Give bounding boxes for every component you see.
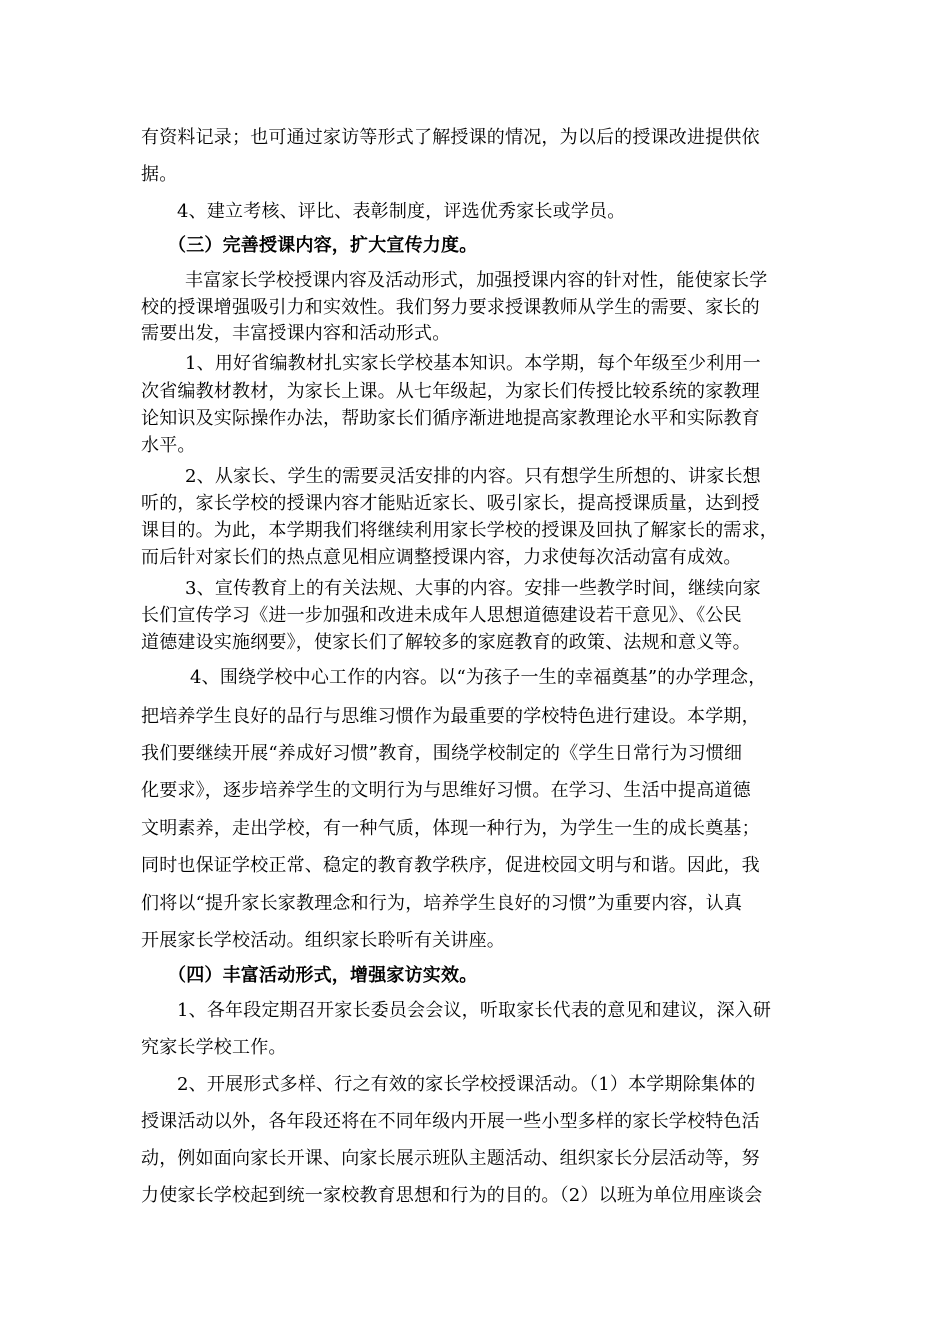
section-heading: （四）丰富活动形式，增强家访实效。 bbox=[168, 965, 478, 986]
text-line: 力使家长学校起到统一家校教育思想和行为的目的。（2）以班为单位用座谈会 bbox=[141, 1185, 763, 1206]
text-line: 开展家长学校活动。组织家长聆听有关讲座。 bbox=[141, 930, 505, 951]
text-line: 需要出发，丰富授课内容和活动形式。 bbox=[141, 323, 451, 344]
text-line: 道德建设实施纲要》，使家长们了解较多的家庭教育的政策、法规和意义等。 bbox=[141, 632, 751, 653]
text-line: 2、开展形式多样、行之有效的家长学校授课活动。（1）本学期除集体的 bbox=[177, 1074, 756, 1095]
text-line: 课目的。为此，本学期我们将继续利用家长学校的授课及回执了解家长的需求， bbox=[141, 520, 778, 541]
text-line: 化要求》，逐步培养学生的文明行为与思维好习惯。在学习、生活中提高道德 bbox=[141, 780, 751, 801]
text-line: 授课活动以外，各年段还将在不同年级内开展一些小型多样的家长学校特色活 bbox=[141, 1111, 760, 1132]
text-line: 据。 bbox=[141, 164, 178, 185]
text-line: 听的，家长学校的授课内容才能贴近家长、吸引家长，提高授课质量，达到授 bbox=[141, 493, 760, 514]
text-line: 动，例如面向家长开课、向家长展示班队主题活动、组织家长分层活动等，努 bbox=[141, 1148, 760, 1169]
text-line: 文明素养，走出学校，有一种气质，体现一种行为，为学生一生的成长奠基； bbox=[141, 818, 760, 839]
text-line: 4、围绕学校中心工作的内容。以“为孩子一生的幸福奠基”的办学理念， bbox=[190, 667, 767, 688]
text-line: 们将以“提升家长家教理念和行为，培养学生良好的习惯”为重要内容，认真 bbox=[141, 893, 743, 914]
text-line: 同时也保证学校正常、稳定的教育教学秩序，促进校园文明与和谐。因此，我 bbox=[141, 855, 760, 876]
text-line: 论知识及实际操作办法，帮助家长们循序渐进地提高家教理论水平和实际教育 bbox=[141, 408, 760, 429]
section-heading: （三）完善授课内容，扩大宣传力度。 bbox=[168, 235, 478, 256]
text-line: 水平。 bbox=[141, 435, 196, 456]
text-line: 次省编教材教材，为家长上课。从七年级起，为家长们传授比较系统的家教理 bbox=[141, 381, 760, 402]
text-line: 2、从家长、学生的需要灵活安排的内容。只有想学生所想的、讲家长想 bbox=[185, 466, 761, 487]
text-line: 1、各年段定期召开家长委员会会议，听取家长代表的意见和建议，深入研 bbox=[177, 1000, 772, 1021]
text-line: 丰富家长学校授课内容及活动形式，加强授课内容的针对性，能使家长学 bbox=[185, 270, 768, 291]
text-line: 3、宣传教育上的有关法规、大事的内容。安排一些教学时间，继续向家 bbox=[185, 578, 761, 599]
text-line: 而后针对家长们的热点意见相应调整授课内容，力求使每次活动富有成效。 bbox=[141, 547, 742, 568]
text-line: 1、用好省编教材扎实家长学校基本知识。本学期，每个年级至少利用一 bbox=[185, 353, 761, 374]
text-line: 把培养学生良好的品行与思维习惯作为最重要的学校特色进行建设。本学期， bbox=[141, 706, 760, 727]
text-line: 有资料记录；也可通过家访等形式了解授课的情况，为以后的授课改进提供依 bbox=[141, 127, 760, 148]
text-line: 长们宣传学习《进一步加强和改进未成年人思想道德建设若干意见》、《公民 bbox=[141, 605, 742, 626]
text-line: 校的授课增强吸引力和实效性。我们努力要求授课教师从学生的需要、家长的 bbox=[141, 297, 760, 318]
text-line: 4、建立考核、评比、表彰制度，评选优秀家长或学员。 bbox=[177, 201, 626, 222]
text-line: 究家长学校工作。 bbox=[141, 1037, 287, 1058]
text-line: 我们要继续开展“养成好习惯”教育，围绕学校制定的《学生日常行为习惯细 bbox=[141, 743, 743, 764]
